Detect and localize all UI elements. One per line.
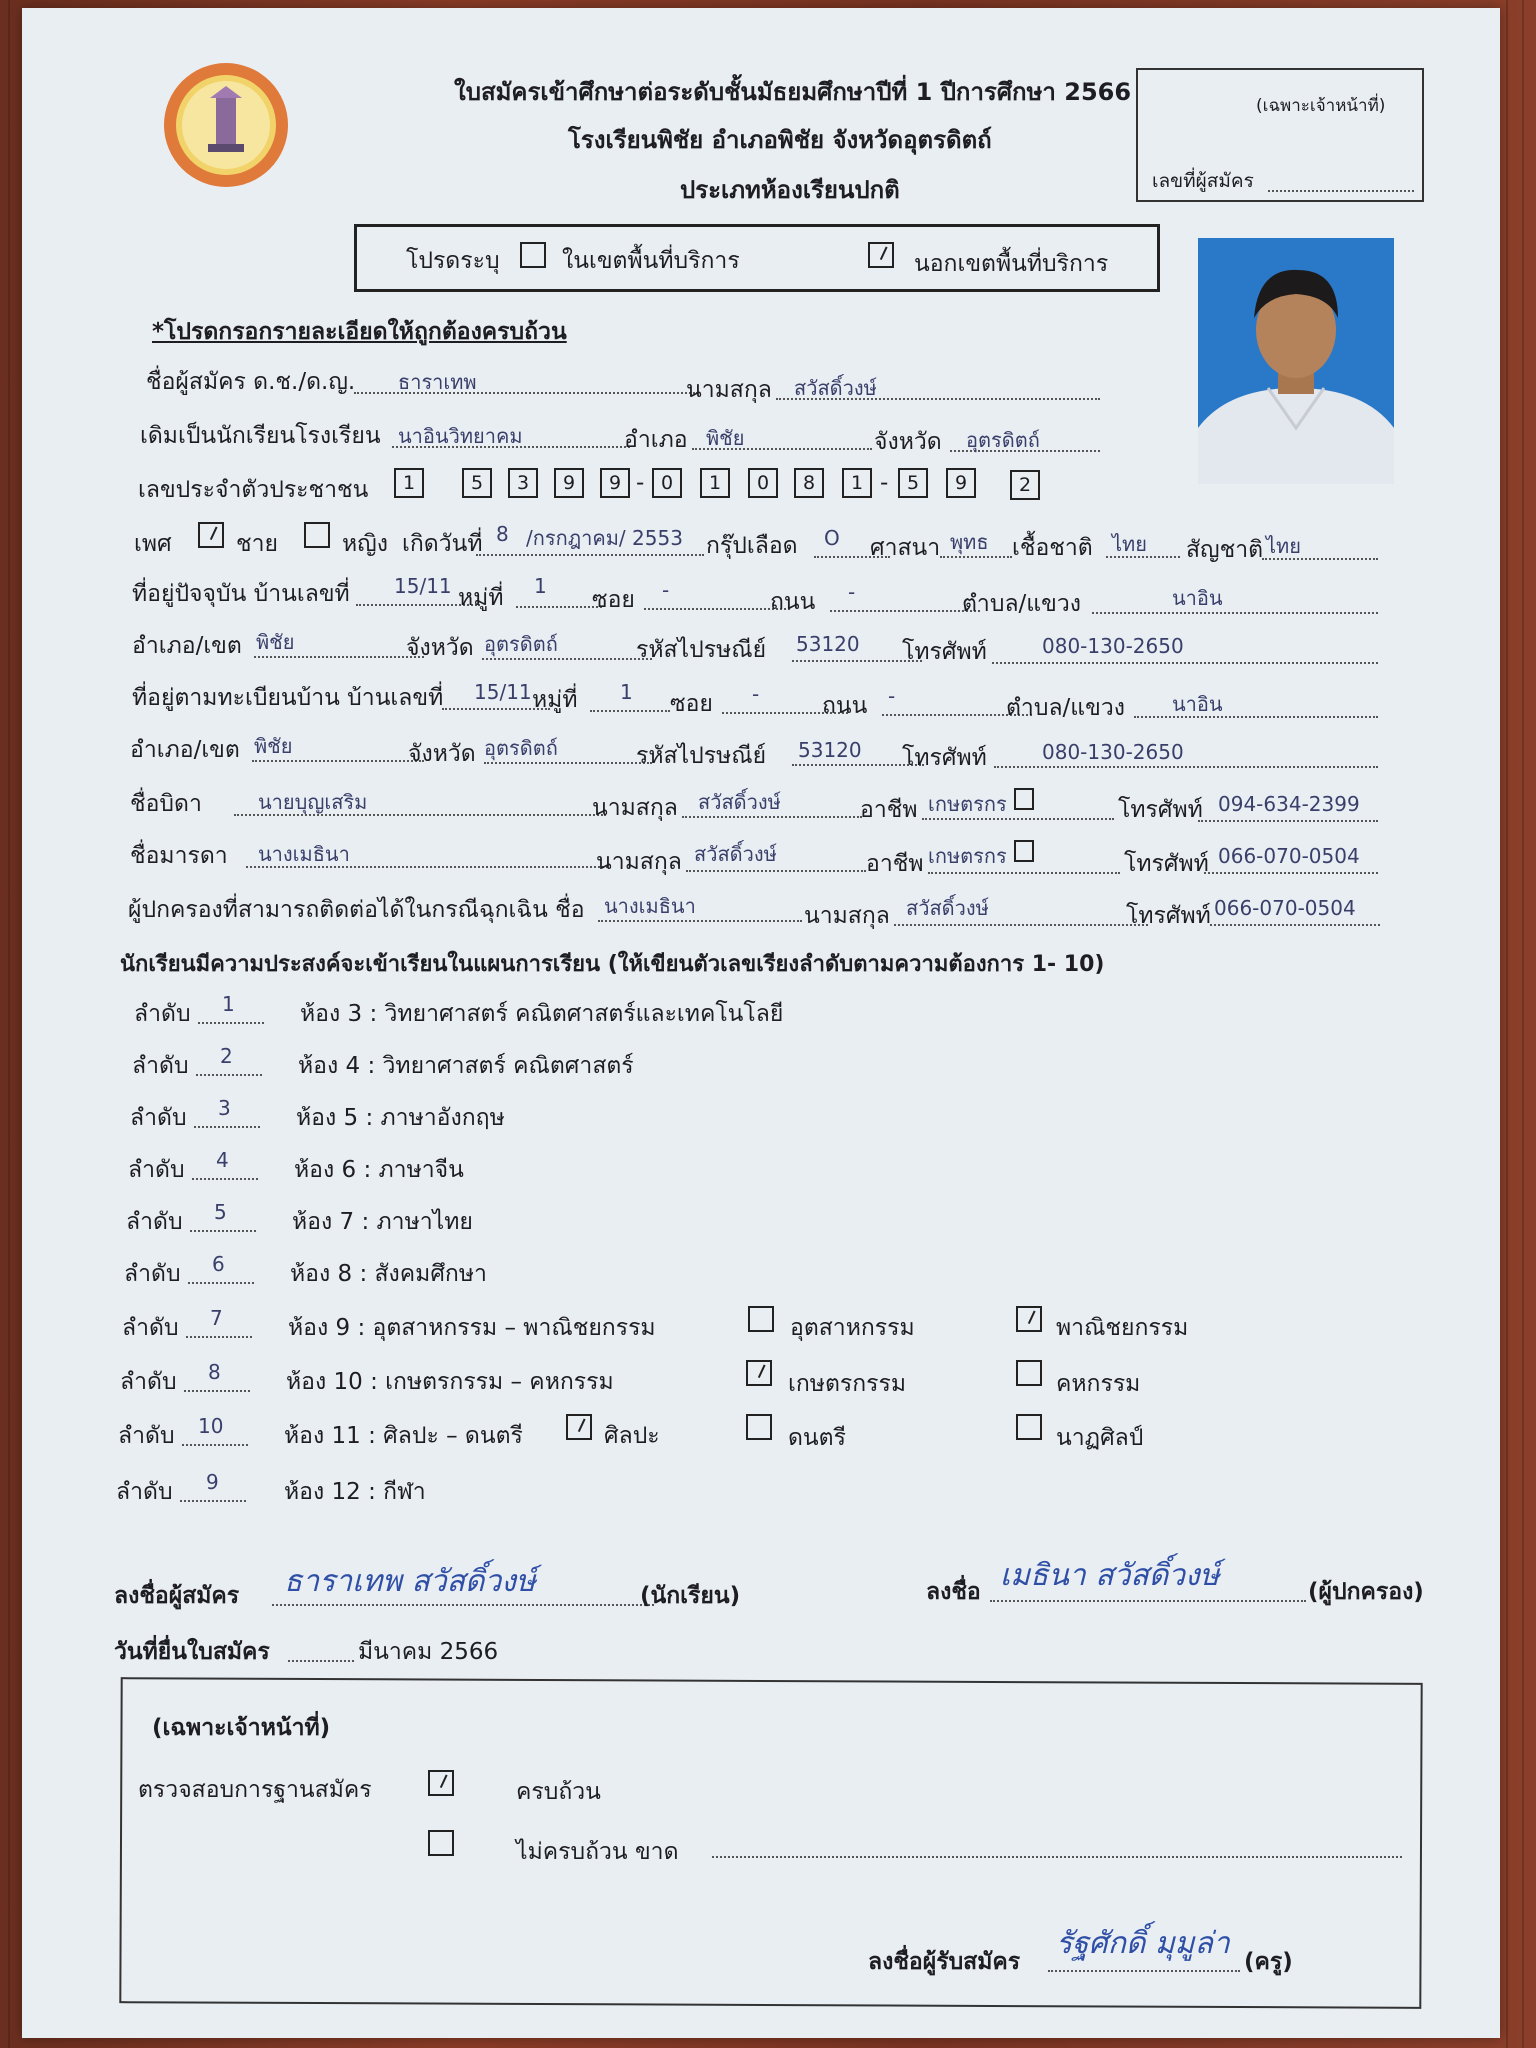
- current-tambon: นาอิน: [1172, 586, 1223, 610]
- agriculture-label: เกษตรกรรม: [788, 1371, 907, 1397]
- rank-label: ลำดับ: [132, 1053, 189, 1079]
- mother-surname: สวัสดิ์วงษ์: [694, 842, 777, 866]
- previous-school-label: เดิมเป็นนักเรียนโรงเรียน: [140, 423, 381, 449]
- female-label: หญิง: [342, 531, 388, 557]
- plan-room: ห้อง 7 : ภาษาไทย: [292, 1209, 473, 1235]
- registered-road: -: [888, 684, 896, 708]
- id-digit[interactable]: 5: [462, 468, 492, 498]
- home-econ-label: คหกรรม: [1056, 1371, 1141, 1397]
- in-area-label: ในเขตพื้นที่บริการ: [562, 248, 740, 274]
- id-digit[interactable]: 1: [842, 468, 872, 498]
- father-phone: 094-634-2399: [1218, 792, 1360, 816]
- plan-room: ห้อง 6 : ภาษาจีน: [294, 1157, 464, 1183]
- classroom-type: ประเภทห้องเรียนปกติ: [680, 176, 900, 204]
- officer-check-label: ตรวจสอบการฐานสมัคร: [138, 1777, 372, 1803]
- school-province: อุตรดิตถ์: [966, 428, 1040, 452]
- out-area-label: นอกเขตพื้นที่บริการ: [914, 251, 1109, 277]
- blood-type: O: [824, 526, 840, 550]
- registered-phone-label: โทรศัพท์: [902, 745, 987, 771]
- rank-value: 3: [218, 1096, 231, 1120]
- plan-room: ห้อง 8 : สังคมศึกษา: [290, 1261, 487, 1287]
- application-form: [22, 8, 1500, 2038]
- guardian-surname: สวัสดิ์วงษ์: [906, 896, 989, 920]
- rank-value: 1: [222, 992, 235, 1016]
- id-digit[interactable]: 5: [898, 468, 928, 498]
- student-photo: [1198, 238, 1394, 484]
- registered-amphoe-label: อำเภอ/เขต: [130, 737, 240, 763]
- religion: พุทธ: [950, 530, 989, 554]
- receiver-signature: รัฐศักดิ์ มุมูล่า: [1056, 1926, 1230, 1961]
- dance-label: นาฏศิลป์: [1056, 1425, 1144, 1451]
- guardian-phone-label: โทรศัพท์: [1126, 903, 1211, 929]
- mother-job: เกษตรกร: [928, 844, 1007, 868]
- home-econ-checkbox[interactable]: [1016, 1360, 1042, 1386]
- rank-value: 7: [210, 1306, 223, 1330]
- school-province-label: จังหวัด: [874, 429, 942, 455]
- race-label: เชื้อชาติ: [1012, 535, 1093, 561]
- birth-day: 8: [496, 522, 509, 546]
- previous-school: นาอินวิทยาคม: [398, 424, 523, 448]
- guardian-signature: เมธินา สวัสดิ์วงษ์: [1000, 1558, 1220, 1593]
- plan-heading: นักเรียนมีความประสงค์จะเข้าเรียนในแผนการเรียน (ให้เขียนตัวเลขเรียงลำดับตามความต้องการ 1- 10): [120, 952, 1105, 977]
- registered-moo: 1: [620, 680, 633, 704]
- current-zip: 53120: [796, 632, 860, 656]
- birth-month-year: /กรกฎาคม/ 2553: [526, 526, 683, 550]
- plan-room: ห้อง 12 : กีฬา: [284, 1479, 426, 1505]
- nationality-label: สัญชาติ: [1186, 537, 1264, 563]
- rank-label: ลำดับ: [128, 1157, 185, 1183]
- school-logo: [160, 60, 292, 190]
- id-digit[interactable]: 9: [946, 468, 976, 498]
- nationality: ไทย: [1266, 534, 1301, 558]
- registered-zip: 53120: [798, 738, 862, 762]
- complete-checkbox[interactable]: [428, 1770, 454, 1796]
- plan-room: ห้อง 5 : ภาษาอังกฤษ: [296, 1105, 505, 1131]
- female-checkbox[interactable]: [304, 522, 330, 548]
- officer-title: (เฉพาะเจ้าหน้าที่): [152, 1715, 331, 1741]
- school-district-label: อำเภอ: [624, 427, 688, 453]
- surname-label: นามสกุล: [686, 377, 772, 403]
- applicant-role: (นักเรียน): [640, 1583, 741, 1609]
- current-phone-label: โทรศัพท์: [902, 639, 987, 665]
- receiver-sign-label: ลงชื่อผู้รับสมัคร: [868, 1949, 1021, 1975]
- music-label: ดนตรี: [788, 1425, 846, 1451]
- blood-label: กรุ๊ปเลือด: [706, 533, 798, 559]
- current-soi: -: [662, 578, 670, 602]
- rank-value: 2: [220, 1044, 233, 1068]
- current-house-no: 15/11: [394, 574, 452, 598]
- school-name: โรงเรียนพิชัย อำเภอพิชัย จังหวัดอุตรดิตถ์: [568, 126, 992, 154]
- mother-label: ชื่อมารดา: [130, 843, 228, 869]
- plan-room: ห้อง 4 : วิทยาศาสตร์ คณิตศาสตร์: [298, 1053, 634, 1079]
- id-digit[interactable]: 0: [748, 468, 778, 498]
- incomplete-label: ไม่ครบถ้วน ขาด: [516, 1839, 679, 1865]
- rank-label: ลำดับ: [116, 1479, 173, 1505]
- applicant-sign-label: ลงชื่อผู้สมัคร: [114, 1583, 240, 1609]
- registered-soi-label: ซอย: [670, 691, 713, 717]
- current-road-label: ถนน: [770, 589, 816, 615]
- id-digit[interactable]: 3: [508, 468, 538, 498]
- receiver-role: (ครู): [1244, 1949, 1293, 1975]
- rank-label: ลำดับ: [118, 1423, 175, 1449]
- race: ไทย: [1112, 532, 1147, 556]
- guardian-label: ผู้ปกครองที่สามารถติดต่อได้ในกรณีฉุกเฉิน ชื่อ: [128, 897, 585, 923]
- applicant-name: ธาราเทพ: [398, 370, 477, 394]
- rank-value: 5: [214, 1200, 227, 1224]
- commerce-label: พาณิชยกรรม: [1056, 1315, 1189, 1341]
- mother-job-label: อาชีพ: [866, 851, 924, 877]
- father-job: เกษตรกร: [928, 792, 1007, 816]
- id-card-label: เลขประจำตัวประชาชน: [138, 477, 369, 503]
- rank-label: ลำดับ: [120, 1369, 177, 1395]
- plan-room: ห้อง 11 : ศิลปะ – ดนตรี: [284, 1423, 523, 1449]
- registered-soi: -: [752, 682, 760, 706]
- form-title: ใบสมัครเข้าศึกษาต่อระดับชั้นมัธยมศึกษาปีที่ 1 ปีการศึกษา 2566: [454, 78, 1132, 106]
- registered-road-label: ถนน: [822, 693, 868, 719]
- sex-label: เพศ: [134, 531, 172, 557]
- plan-room: ห้อง 3 : วิทยาศาสตร์ คณิตศาสตร์และเทคโนโลยี: [300, 1001, 784, 1027]
- religion-label: ศาสนา: [870, 535, 941, 561]
- plan-room: ห้อง 9 : อุตสาหกรรม – พาณิชยกรรม: [288, 1315, 656, 1341]
- registered-address-label: ที่อยู่ตามทะเบียนบ้าน บ้านเลขที่: [132, 685, 444, 711]
- in-area-checkbox[interactable]: [520, 242, 546, 268]
- out-area-checkbox[interactable]: [868, 242, 894, 268]
- father-job-label: อาชีพ: [860, 797, 918, 823]
- submit-date-label: วันที่ยื่นใบสมัคร: [114, 1639, 270, 1665]
- father-surname: สวัสดิ์วงษ์: [698, 790, 781, 814]
- current-zip-label: รหัสไปรษณีย์: [636, 637, 767, 663]
- rank-label: ลำดับ: [130, 1105, 187, 1131]
- current-address-label: ที่อยู่ปัจจุบัน บ้านเลขที่: [132, 581, 350, 607]
- guardian-name: นางเมธินา: [604, 894, 696, 918]
- guardian-sign-label: ลงชื่อ: [926, 1579, 981, 1605]
- id-digit[interactable]: 1: [700, 468, 730, 498]
- registered-house-no: 15/11: [474, 680, 532, 704]
- current-province-label: จังหวัด: [406, 635, 474, 661]
- applicant-name-label: ชื่อผู้สมัคร ด.ช./ด.ญ.: [146, 369, 356, 395]
- id-digit[interactable]: 0: [652, 468, 682, 498]
- plan-room: ห้อง 10 : เกษตรกรรม – คหกรรม: [286, 1369, 614, 1395]
- rank-value: 10: [198, 1414, 224, 1438]
- industry-checkbox[interactable]: [748, 1306, 774, 1332]
- school-district: พิชัย: [706, 426, 745, 450]
- submit-date-value: มีนาคม 2566: [358, 1639, 499, 1665]
- current-road: -: [848, 580, 856, 604]
- rank-label: ลำดับ: [134, 1001, 191, 1027]
- industry-label: อุตสาหกรรม: [790, 1315, 915, 1341]
- applicant-surname: สวัสดิ์วงษ์: [794, 376, 877, 400]
- instruction: *โปรดกรอกรายละเอียดให้ถูกต้องครบถ้วน: [152, 319, 567, 345]
- mother-name: นางเมธินา: [258, 842, 350, 866]
- current-province: อุตรดิตถ์: [484, 632, 558, 656]
- guardian-role: (ผู้ปกครอง): [1308, 1579, 1424, 1605]
- registered-province: อุตรดิตถ์: [484, 736, 558, 760]
- rank-value: 4: [216, 1148, 229, 1172]
- music-checkbox[interactable]: [746, 1414, 772, 1440]
- father-name: นายบุญเสริม: [258, 790, 368, 814]
- rank-label: ลำดับ: [126, 1209, 183, 1235]
- rank-label: ลำดับ: [122, 1315, 179, 1341]
- complete-label: ครบถ้วน: [516, 1779, 601, 1805]
- current-amphoe-label: อำเภอ/เขต: [132, 633, 242, 659]
- art-label: ศิลปะ: [604, 1423, 660, 1449]
- dance-checkbox[interactable]: [1016, 1414, 1042, 1440]
- registered-phone: 080-130-2650: [1042, 740, 1184, 764]
- registered-tambon: นาอิน: [1172, 692, 1223, 716]
- mother-phone-label: โทรศัพท์: [1124, 851, 1209, 877]
- registered-province-label: จังหวัด: [408, 741, 476, 767]
- id-digit[interactable]: 1: [394, 468, 424, 498]
- current-amphoe: พิชัย: [256, 630, 295, 654]
- registered-moo-label: หมู่ที่: [532, 687, 578, 713]
- current-moo: 1: [534, 574, 547, 598]
- rank-value: 8: [208, 1360, 221, 1384]
- rank-value: 9: [206, 1470, 219, 1494]
- mother-job-checkbox[interactable]: [1014, 840, 1034, 862]
- id-digit[interactable]: 9: [600, 468, 630, 498]
- id-digit[interactable]: 8: [794, 468, 824, 498]
- rank-label: ลำดับ: [124, 1261, 181, 1287]
- father-surname-label: นามสกุล: [592, 795, 678, 821]
- id-digit[interactable]: 2: [1010, 470, 1040, 500]
- birth-label: เกิดวันที่: [402, 531, 483, 557]
- current-moo-label: หมู่ที่: [458, 585, 504, 611]
- staff-box-title: (เฉพาะเจ้าหน้าที่): [1256, 96, 1386, 116]
- father-label: ชื่อบิดา: [130, 791, 202, 817]
- father-phone-label: โทรศัพท์: [1118, 797, 1203, 823]
- mother-surname-label: นามสกุล: [596, 849, 682, 875]
- father-job-checkbox[interactable]: [1014, 788, 1034, 810]
- registered-amphoe: พิชัย: [254, 734, 293, 758]
- area-label: โปรดระบุ: [406, 248, 500, 274]
- applicant-number-label: เลขที่ผู้สมัคร: [1152, 170, 1254, 192]
- id-digit[interactable]: 9: [554, 468, 584, 498]
- male-checkbox[interactable]: [198, 522, 224, 548]
- registered-zip-label: รหัสไปรษณีย์: [636, 743, 767, 769]
- agriculture-checkbox[interactable]: [746, 1360, 772, 1386]
- male-label: ชาย: [236, 531, 279, 557]
- registered-tambon-label: ตำบล/แขวง: [1006, 695, 1125, 721]
- id-dash: -: [636, 470, 645, 496]
- applicant-signature: ธาราเทพ สวัสดิ์วงษ์: [284, 1564, 536, 1599]
- current-soi-label: ซอย: [592, 587, 635, 613]
- rank-value: 6: [212, 1252, 225, 1276]
- commerce-checkbox[interactable]: [1016, 1306, 1042, 1332]
- incomplete-checkbox[interactable]: [428, 1830, 454, 1856]
- id-dash: -: [880, 470, 889, 496]
- guardian-phone: 066-070-0504: [1214, 896, 1356, 920]
- current-phone: 080-130-2650: [1042, 634, 1184, 658]
- mother-phone: 066-070-0504: [1218, 844, 1360, 868]
- guardian-surname-label: นามสกุล: [804, 903, 890, 929]
- art-checkbox[interactable]: [566, 1414, 592, 1440]
- staff-box: [1136, 68, 1424, 202]
- current-tambon-label: ตำบล/แขวง: [962, 591, 1081, 617]
